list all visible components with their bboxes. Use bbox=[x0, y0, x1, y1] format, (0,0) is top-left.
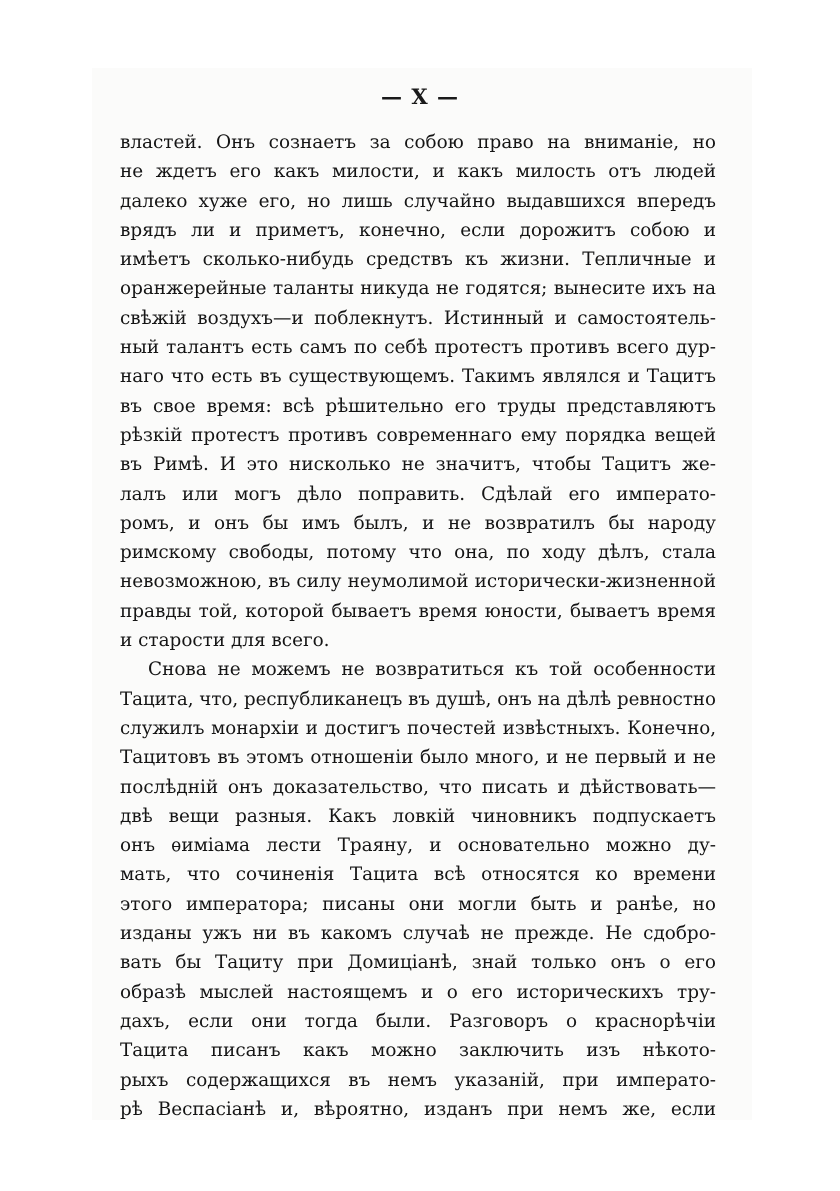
text-line: имѣетъ сколько-нибудь средствъ къ жизни. Тепличные и bbox=[120, 249, 716, 271]
text-line: Снова не можемъ не возвратиться къ той особенности bbox=[148, 659, 716, 681]
text-line: Тацита, что, республиканецъ въ душѣ, онъ на дѣлѣ ревностно bbox=[120, 688, 716, 710]
text-line: рѣ Веспасіанѣ и, вѣроятно, изданъ при немъ же, если bbox=[120, 1098, 716, 1120]
text-line: этого императора; писаны они могли быть и ранѣе, но bbox=[120, 893, 716, 915]
text-line: невозможною, въ силу неумолимой исторически-жизненной bbox=[120, 571, 716, 593]
text-line: ный талантъ есть самъ по себѣ протестъ противъ всего дур- bbox=[120, 337, 716, 359]
text-line: не ждетъ его какъ милости, и какъ милость отъ людей bbox=[120, 161, 716, 183]
text-line: рѣзкій протестъ противъ современнаго ему порядка вещей bbox=[120, 424, 716, 446]
text-line: послѣдній онъ доказательство, что писать и дѣйствовать— bbox=[120, 776, 716, 798]
text-line: вать бы Тациту при Домиціанѣ, знай только онъ о его bbox=[120, 952, 716, 974]
text-line: въ Римѣ. И это нисколько не значитъ, чтобы Тацитъ же- bbox=[120, 454, 716, 476]
body-text bbox=[120, 128, 716, 1124]
text-line: наго что есть въ существующемъ. Такимъ являлся и Тацитъ bbox=[120, 366, 716, 388]
text-line: далеко хуже его, но лишь случайно выдавшихся впередъ bbox=[120, 190, 716, 212]
text-line: изданы ужъ ни въ какомъ случаѣ не прежде. Не сдобро- bbox=[120, 923, 716, 945]
text-line: и старости для всего. bbox=[120, 630, 330, 652]
text-line: образѣ мыслей настоящемъ и о его историческихъ тру- bbox=[120, 981, 716, 1003]
text-line: Тацитовъ въ этомъ отношеніи было много, и не первый и не bbox=[120, 747, 716, 769]
text-line: Тацита писанъ какъ можно заключить изъ нѣкото- bbox=[120, 1040, 716, 1062]
text-line: онъ ѳиміама лести Траяну, и основательно можно ду- bbox=[120, 835, 716, 857]
paragraph bbox=[120, 655, 716, 1124]
text-line: врядъ ли и приметъ, конечно, если дорожитъ собою и bbox=[120, 219, 716, 241]
text-line: лалъ или могъ дѣло поправить. Сдѣлай его императо- bbox=[120, 483, 716, 505]
text-line: оранжерейные таланты никуда не годятся; вынесите ихъ на bbox=[120, 278, 716, 300]
text-line: въ свое время: всѣ рѣшительно его труды представляютъ bbox=[120, 395, 716, 417]
text-line: рыхъ содержащихся въ немъ указаній, при императо- bbox=[120, 1069, 716, 1091]
text-line: свѣжій воздухъ—и поблекнутъ. Истинный и самостоятель- bbox=[120, 307, 716, 329]
paragraph bbox=[120, 128, 716, 655]
text-line: мать, что сочиненія Тацита всѣ относятся ко времени bbox=[120, 864, 716, 886]
text-line: служилъ монархіи и достигъ почестей извѣстныхъ. Конечно, bbox=[120, 717, 716, 739]
text-line: ромъ, и онъ бы имъ былъ, и не возвратилъ бы народу bbox=[120, 512, 716, 534]
text-line: властей. Онъ сознаетъ за собою право на вниманіе, но bbox=[120, 132, 716, 153]
text-line: двѣ вещи разныя. Какъ ловкій чиновникъ подпускаетъ bbox=[120, 805, 716, 827]
text-line: римскому свободы, потому что она, по ходу дѣлъ, стала bbox=[120, 542, 716, 564]
text-line: правды той, которой бываетъ время юности, бываетъ время bbox=[120, 600, 716, 622]
page-number: — X — bbox=[381, 84, 459, 109]
text-line: дахъ, если они тогда были. Разговоръ о краснорѣчіи bbox=[120, 1010, 716, 1032]
